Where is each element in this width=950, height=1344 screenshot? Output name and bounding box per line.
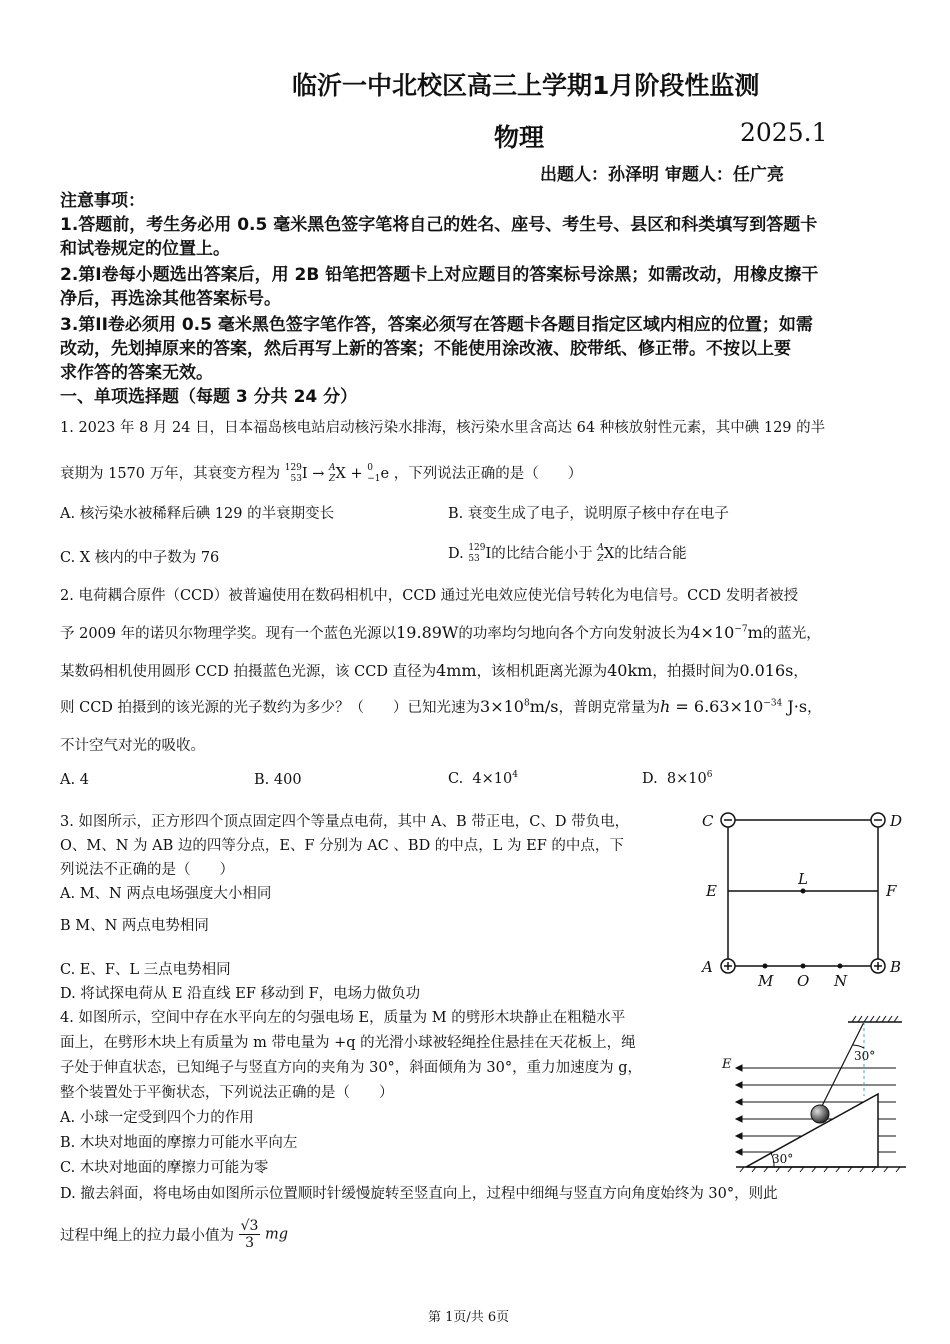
q1-option-b[interactable]: B. 衰变生成了电子，说明原子核中存在电子	[448, 506, 729, 522]
page-number: 第 1页/共 6页	[428, 1310, 510, 1325]
q4-line1: 4. 如图所示，空间中存在水平向左的匀强电场 E，质量为 M 的劈形木块静止在粗糙水平	[60, 1010, 626, 1026]
label-n: N	[834, 972, 848, 990]
q1-line2: 衰期为 1570 万年，其衰变方程为 129 53I → A ZX + 0 −1e ，下列说法正确的是（ ）	[60, 463, 583, 484]
q4-line4: 整个装置处于平衡状态，下列说法正确的是（ ）	[60, 1085, 394, 1101]
q4-line3: 子处于伸直状态，已知绳子与竖直方向的夹角为 30°，斜面倾角为 30°，重力加速度为 g，	[60, 1060, 643, 1076]
q2-line3: 某数码相机使用圆形 CCD 拍摄蓝色光源，该 CCD 直径为4mm，该相机距离光源为40km，拍摄时间为0.016s，	[60, 661, 808, 680]
q1-option-c[interactable]: C. X 核内的中子数为 76	[60, 550, 220, 566]
point-o	[801, 964, 806, 969]
notice-item1-l2: 和试卷规定的位置上。	[60, 239, 230, 259]
label-m: M	[758, 972, 774, 990]
q2-option-d[interactable]: D. $8\times 10^6$	[642, 770, 713, 787]
notice-item2-l1: 2.第Ⅰ卷每小题选出答案后，用 2B 铅笔把答题卡上对应题目的答案标号涂黑；如需改动，用橡皮擦干	[60, 265, 819, 285]
label-e: E	[706, 882, 717, 900]
label-l: L	[798, 870, 808, 888]
rope	[822, 1022, 864, 1106]
q3-option-d[interactable]: D. 将试探电荷从 E 沿直线 EF 移动到 F，电场力做负功	[60, 986, 421, 1002]
point-m	[763, 964, 768, 969]
notice-item3-l2: 改动，先划掉原来的答案，然后再写上新的答案；不能使用涂改液、胶带纸、修正带。不按以上要	[60, 339, 791, 359]
rope-angle-label: 30°	[854, 1049, 876, 1063]
label-a: A	[702, 958, 713, 976]
q3-option-c[interactable]: C. E、F、L 三点电势相同	[60, 962, 231, 978]
authors: 出题人：孙泽明 审题人：任广亮	[540, 165, 784, 185]
q1-line1: 1. 2023 年 8 月 24 日，日本福岛核电站启动核污染水排海，核污染水里含高达 64 种核放射性元素，其中碘 129 的半	[60, 420, 826, 436]
charged-ball	[811, 1105, 829, 1123]
slope-angle-label: 30°	[772, 1152, 794, 1166]
label-c: C	[702, 812, 714, 830]
negative-charge-d	[871, 813, 885, 827]
notice-item1-l1: 1.答题前，考生务必用 0.5 毫米黑色签字笔将自己的姓名、座号、考生号、县区和科类填写到答题卡	[60, 215, 818, 235]
q2-line2: 予 2009 年的诺贝尔物理学奖。现有一个蓝色光源以19.89W的功率均匀地向各个方向发射波长为$4\times 10^{-7}m$的蓝光，	[60, 623, 821, 642]
q3-option-b[interactable]: B M、N 两点电势相同	[60, 918, 209, 934]
positive-charge-b	[871, 959, 885, 973]
negative-charge-c	[721, 813, 735, 827]
q2-line1: 2. 电荷耦合原件（CCD）被普遍使用在数码相机中，CCD 通过光电效应使光信号转化为电信号。CCD 发明者被授	[60, 588, 799, 604]
q2-option-a[interactable]: A. 4	[60, 772, 89, 788]
positive-charge-a	[721, 959, 735, 973]
subject: 物理	[494, 123, 545, 152]
point-l	[801, 889, 806, 894]
exam-date: 2025.1	[740, 118, 828, 147]
notice-item3-l3: 求作答的答案无效。	[60, 363, 213, 383]
q1-option-d[interactable]: D. 129 53 I的比结合能小于 A ZX的比结合能	[448, 543, 687, 564]
min-tension-fraction: $\frac{√3}{3}$	[240, 1218, 259, 1251]
q3-charge-square-figure	[700, 806, 910, 990]
q4-wedge-figure	[716, 1012, 916, 1174]
q3-line2: O、M、N 为 AB 边的四等分点，E、F 分别为 AC 、BD 的中点，L 为 EF 的中点，下	[60, 838, 624, 854]
q4-option-d-line1[interactable]: D. 撤去斜面，将电场由如图所示位置顺时针缓慢旋转至竖直向上，过程中细绳与竖直方向角度始终为 30°，则此	[60, 1186, 778, 1202]
q3-option-a[interactable]: A. M、N 两点电场强度大小相同	[60, 886, 272, 902]
field-label-e: E	[722, 1057, 732, 1072]
point-n	[838, 964, 843, 969]
notice-heading: 注意事项：	[60, 191, 145, 211]
label-f: F	[886, 882, 897, 900]
q2-option-b[interactable]: B. 400	[254, 772, 302, 788]
q4-option-d-line2: 过程中绳上的拉力最小值为 $\frac{√3}{3}$ mg	[60, 1218, 289, 1251]
q3-line1: 3. 如图所示，正方形四个顶点固定四个等量点电荷，其中 A、B 带正电，C、D 带负电，	[60, 814, 630, 830]
exam-title: 临沂一中北校区高三上学期1月阶段性监测	[292, 71, 760, 100]
q2-line5: 不计空气对光的吸收。	[60, 738, 205, 754]
q2-option-c[interactable]: C. $4\times 10^4$	[448, 770, 518, 787]
q4-line2: 面上，在劈形木块上有质量为 m 带电量为 +q 的光滑小球被轻绳拴住悬挂在天花板上，绳	[60, 1035, 636, 1051]
q4-option-b[interactable]: B. 木块对地面的摩擦力可能水平向左	[60, 1135, 298, 1151]
q1-option-a[interactable]: A. 核污染水被稀释后碘 129 的半衰期变长	[60, 506, 335, 522]
q4-option-a[interactable]: A. 小球一定受到四个力的作用	[60, 1110, 254, 1126]
section1-heading: 一、单项选择题（每题 3 分共 24 分）	[60, 387, 358, 407]
label-d: D	[890, 812, 903, 830]
q4-option-c[interactable]: C. 木块对地面的摩擦力可能为零	[60, 1160, 269, 1176]
notice-item3-l1: 3.第II卷必须用 0.5 毫米黑色签字笔作答，答案必须写在答题卡各题目指定区域内相应的位置；如需	[60, 315, 813, 335]
label-o: O	[797, 972, 810, 990]
label-b: B	[890, 958, 902, 976]
q3-line3: 列说法不正确的是（ ）	[60, 862, 234, 878]
notice-item2-l2: 净后，再选涂其他答案标号。	[60, 289, 281, 309]
decay-equation: 129 53I → A ZX + 0 −1e	[284, 463, 390, 484]
q2-line4: 则 CCD 拍摄到的该光源的光子数约为多少？（ ）已知光速为$3\times 10^8m/s$，普朗克常量为$h = 6.63\times 10^{-34}$ J·s，	[60, 697, 822, 716]
